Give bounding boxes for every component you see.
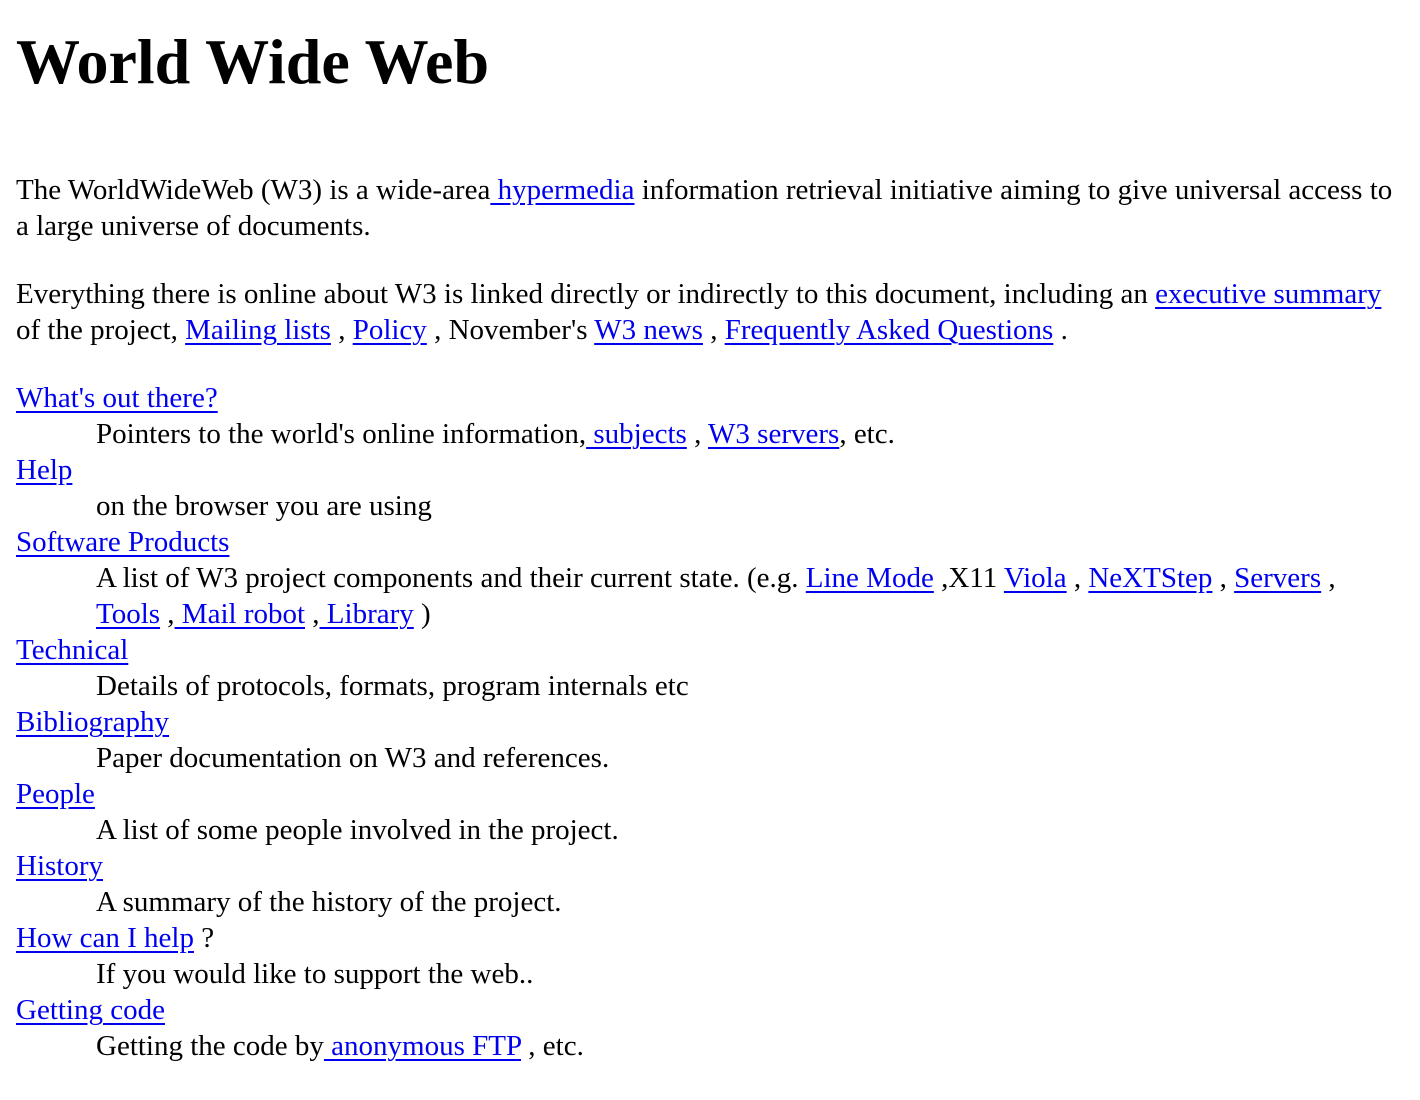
software-text: ,: [305, 598, 320, 630]
whats-out-there-link[interactable]: What's out there?: [16, 382, 218, 414]
overview-text: .: [1053, 314, 1068, 346]
w3-servers-link[interactable]: W3 servers: [708, 418, 840, 450]
software-text: ,: [160, 598, 175, 630]
getting-code-link[interactable]: Getting code: [16, 994, 165, 1026]
people-link[interactable]: People: [16, 778, 95, 810]
topic-term: [16, 776, 1404, 812]
software-products-link[interactable]: Software Products: [16, 526, 230, 558]
mailing-lists-link[interactable]: Mailing lists: [185, 314, 331, 346]
software-text: A list of W3 project components and their current state. (e.g.: [96, 562, 806, 594]
software-text: ,: [1321, 562, 1336, 594]
topic-description: on the browser you are using: [96, 490, 432, 522]
topic-term: [16, 848, 1404, 884]
topic-description: If you would like to support the web..: [96, 958, 534, 990]
topic-term: [16, 380, 1404, 416]
policy-link[interactable]: Policy: [352, 314, 427, 346]
help-link[interactable]: Help: [16, 454, 73, 486]
topic-term: [16, 920, 1404, 956]
getting-code-text: , etc.: [521, 1030, 584, 1062]
software-text: ,X11: [933, 562, 1004, 594]
topic-term: [16, 452, 1404, 488]
topic-description: [96, 560, 1404, 632]
executive-summary-link[interactable]: executive summary: [1155, 278, 1382, 310]
overview-text: ,: [330, 314, 353, 346]
line-mode-link[interactable]: Line Mode: [805, 562, 934, 594]
mail-robot-link[interactable]: Mail robot: [174, 598, 306, 630]
w3-news-link[interactable]: W3 news: [594, 314, 703, 346]
topic-term: [16, 524, 1404, 560]
topic-description: A summary of the history of the project.: [96, 886, 562, 918]
nextstep-link[interactable]: NeXTStep: [1088, 562, 1213, 594]
subjects-link[interactable]: subjects: [586, 418, 687, 450]
servers-link[interactable]: Servers: [1234, 562, 1322, 594]
topic-description: Paper documentation on W3 and references.: [96, 742, 610, 774]
faq-link[interactable]: Frequently Asked Questions: [724, 314, 1054, 346]
anonymous-ftp-link[interactable]: anonymous FTP: [323, 1030, 522, 1062]
intro-paragraph: [16, 172, 1404, 244]
tools-link[interactable]: Tools: [96, 598, 161, 630]
overview-text: of the project,: [16, 314, 186, 346]
overview-text: , November's: [426, 314, 595, 346]
topic-description: [96, 1028, 1404, 1064]
whats-out-there-text: , etc.: [839, 418, 895, 450]
bibliography-link[interactable]: Bibliography: [16, 706, 170, 738]
history-link[interactable]: History: [16, 850, 103, 882]
overview-text: Everything there is online about W3 is linked directly or indirectly to this document, including an: [16, 278, 1156, 310]
topic-description: A list of some people involved in the project.: [96, 814, 619, 846]
technical-link[interactable]: Technical: [16, 634, 129, 666]
overview-text: ,: [702, 314, 725, 346]
intro-text-before: The WorldWideWeb (W3) is a wide-area: [16, 174, 491, 206]
topic-term: [16, 704, 1404, 740]
overview-paragraph: [16, 276, 1404, 348]
how-can-i-help-link[interactable]: How can I help: [16, 922, 194, 954]
page-title: World Wide Web: [16, 26, 490, 97]
topic-term-suffix: ?: [193, 922, 215, 954]
software-text: ): [413, 598, 431, 630]
hypermedia-link[interactable]: hypermedia: [490, 174, 635, 206]
topic-description: [96, 416, 1404, 452]
software-text: ,: [1212, 562, 1235, 594]
whats-out-there-text: Pointers to the world's online information,: [96, 418, 587, 450]
getting-code-text: Getting the code by: [96, 1030, 324, 1062]
topic-description: Details of protocols, formats, program internals etc: [96, 670, 689, 702]
topic-list: [16, 380, 1404, 1064]
whats-out-there-text: ,: [686, 418, 709, 450]
intro-text-after: information retrieval initiative aiming to give universal access to a large universe of documents.: [16, 174, 1393, 242]
topic-term: [16, 632, 1404, 668]
library-link[interactable]: Library: [319, 598, 414, 630]
topic-term: [16, 992, 1404, 1028]
software-text: ,: [1066, 562, 1089, 594]
viola-link[interactable]: Viola: [1003, 562, 1067, 594]
